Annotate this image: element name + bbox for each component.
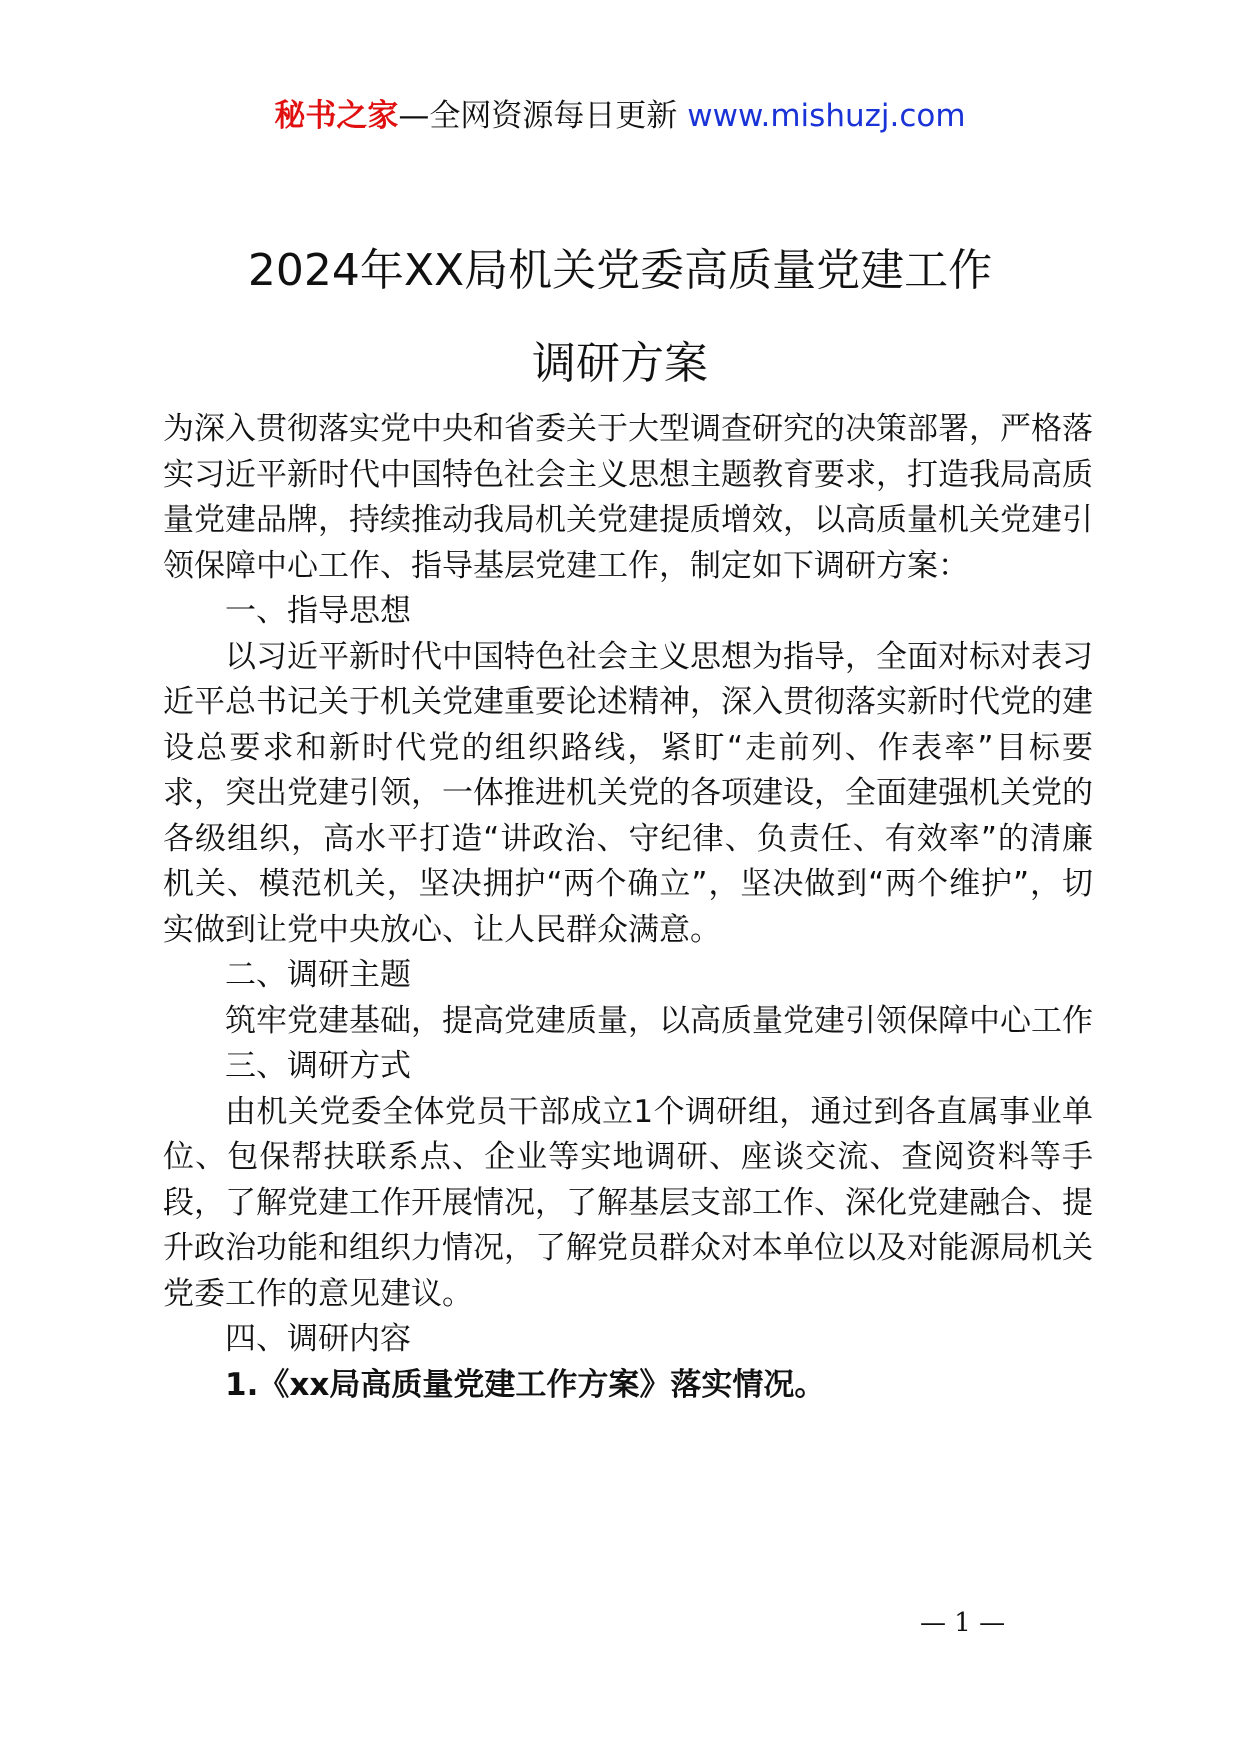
brand-name: 秘书之家 — [274, 98, 399, 134]
document-title-line-2: 调研方案 — [532, 338, 708, 389]
research-method-paragraph: 由机关党委全体党员干部成立1个调研组，通过到各直属事业单位、包保帮扶联系点、企业等实地调研、座谈交流、查阅资料等手段，了解党建工作开展情况，了解基层支部工作、深化党建融合、提升政治功能和组织力情况，了解党员群众对本单位以及对能源局机关党委工作的意见建议。 — [163, 1093, 1093, 1312]
guiding-thought-paragraph: 以习近平新时代中国特色社会主义思想为指导，全面对标对表习近平总书记关于机关党建重要论述精神，深入贯彻落实新时代党的建设总要求和新时代党的组织路线，紧盯“走前列、作表率”目标要求，突出党建引领，一体推进机关党的各项建设，全面建强机关党的各级组织，高水平打造“讲政治、守纪律、负责任、有效率”的清廉机关、模范机关，坚决拥护“两个确立”，坚决做到“两个维护”，切实做到让党中央放心、让人民群众满意。 — [163, 638, 1093, 948]
site-url-link[interactable]: www.mishuzj.com — [687, 98, 966, 134]
section-heading-guiding-thought: 一、指导思想 — [225, 593, 411, 629]
section-heading-research-content: 四、调研内容 — [225, 1321, 411, 1357]
research-content-item-1: 1.《xx局高质量党建工作方案》落实情况。 — [225, 1366, 826, 1403]
section-heading-research-theme: 二、调研主题 — [225, 957, 411, 993]
document-body — [163, 407, 1093, 1408]
research-theme-paragraph: 筑牢党建基础，提高党建质量，以高质量党建引领保障中心工作 — [225, 1002, 1093, 1039]
section-heading-research-method: 三、调研方式 — [225, 1048, 411, 1084]
site-header — [0, 98, 1240, 135]
document-title-line-1: 2024年XX局机关党委高质量党建工作 — [247, 245, 993, 296]
header-slogan: —全网资源每日更新 — [398, 98, 678, 134]
page-number: — 1 — — [920, 1608, 1006, 1638]
intro-paragraph: 为深入贯彻落实党中央和省委关于大型调查研究的决策部署，严格落实习近平新时代中国特色社会主义思想主题教育要求，打造我局高质量党建品牌，持续推动我局机关党建提质增效，以高质量机关党建引领保障中心工作、指导基层党建工作，制定如下调研方案： — [163, 411, 1093, 584]
